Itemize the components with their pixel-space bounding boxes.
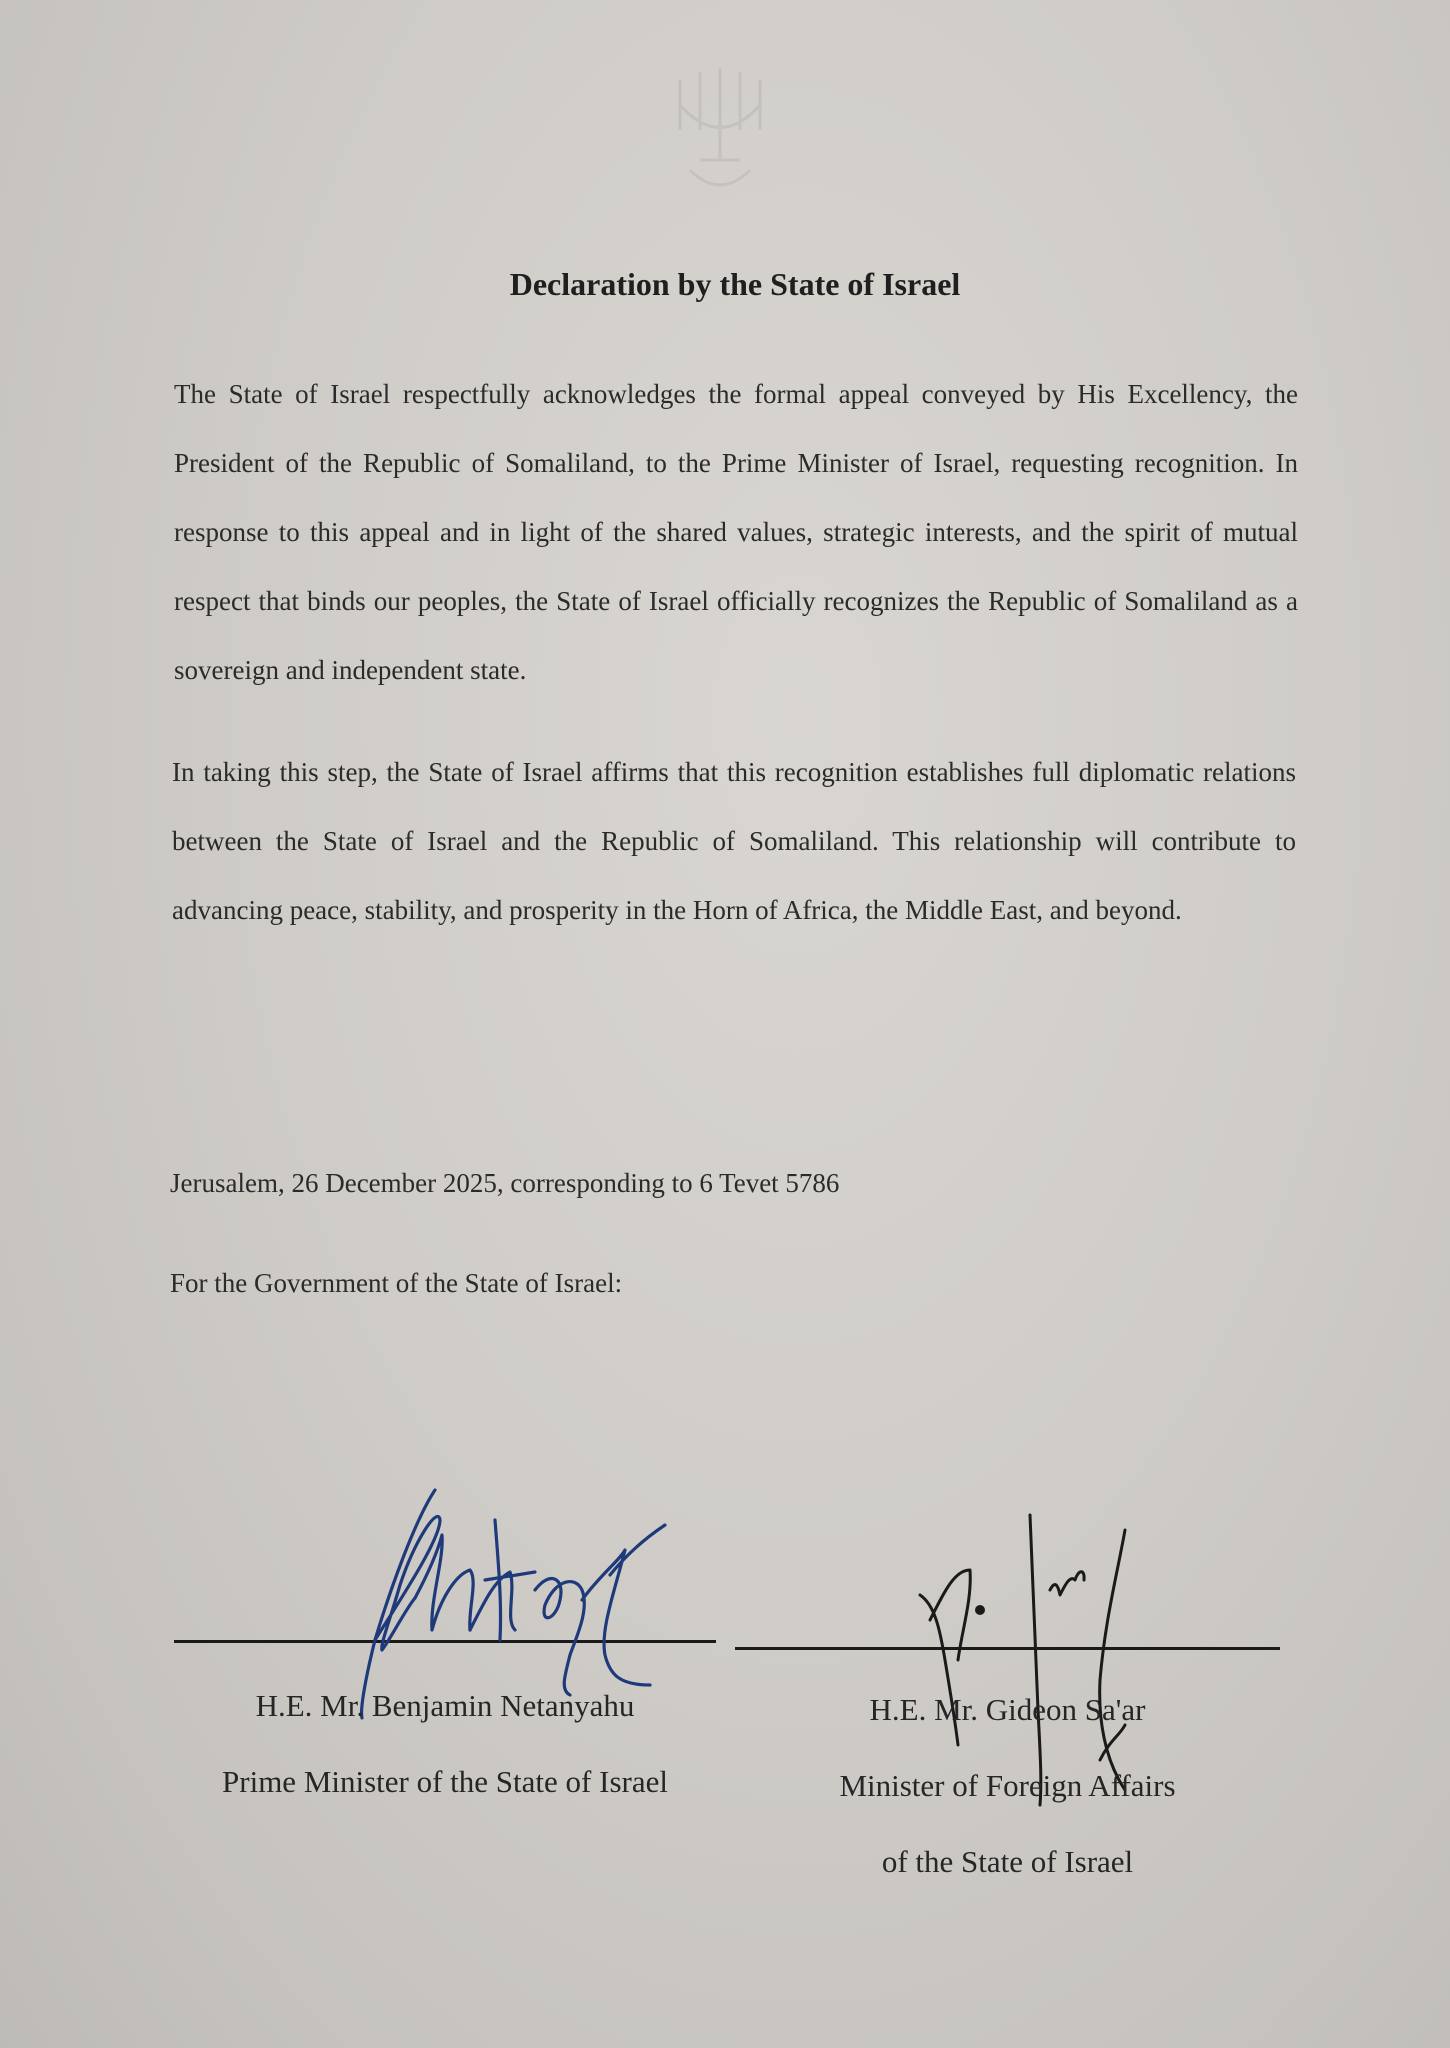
document-title: Declaration by the State of Israel: [509, 266, 961, 302]
signature-saar: [900, 1510, 1220, 1810]
place-and-date: Jerusalem, 26 December 2025, corresponding to 6 Tevet 5786: [170, 1168, 840, 1198]
paragraph-diplomatic-relations: In taking this step, the State of Israel affirms that this recognition establishes full diplomatic relations between the State of Israel and the Republic of Somaliland. This relationship will contribute to advancing peace, stability, and prosperity in the Horn of Africa, the Middle East, and beyond.: [172, 757, 1296, 925]
signatory-title-saar-line2: of the State of Israel: [881, 1844, 1134, 1879]
signatory-title-saar-line1: Minister of Foreign Affairs: [839, 1768, 1176, 1803]
signatory-title-netanyahu: Prime Minister of the State of Israel: [222, 1764, 668, 1799]
for-government-line: For the Government of the State of Israel:: [170, 1268, 623, 1298]
signatory-name-netanyahu: H.E. Mr. Benjamin Netanyahu: [255, 1688, 635, 1723]
signature-line-left: [174, 1640, 716, 1643]
signatory-name-saar: H.E. Mr. Gideon Sa'ar: [869, 1692, 1146, 1727]
state-emblem-watermark: [660, 60, 780, 210]
signature-netanyahu: [320, 1480, 740, 1720]
paragraph-recognition: The State of Israel respectfully acknowledges the formal appeal conveyed by His Excellency, the President of the Republic of Somaliland, to the Prime Minister of Israel, requesting recognition. In response to this appeal and in light of the shared values, strategic interests, and the spirit of mutual respect that binds our peoples, the State of Israel officially recognizes the Republic of Somaliland as a sovereign and independent state.: [174, 379, 1298, 685]
signature-line-right: [735, 1647, 1280, 1650]
